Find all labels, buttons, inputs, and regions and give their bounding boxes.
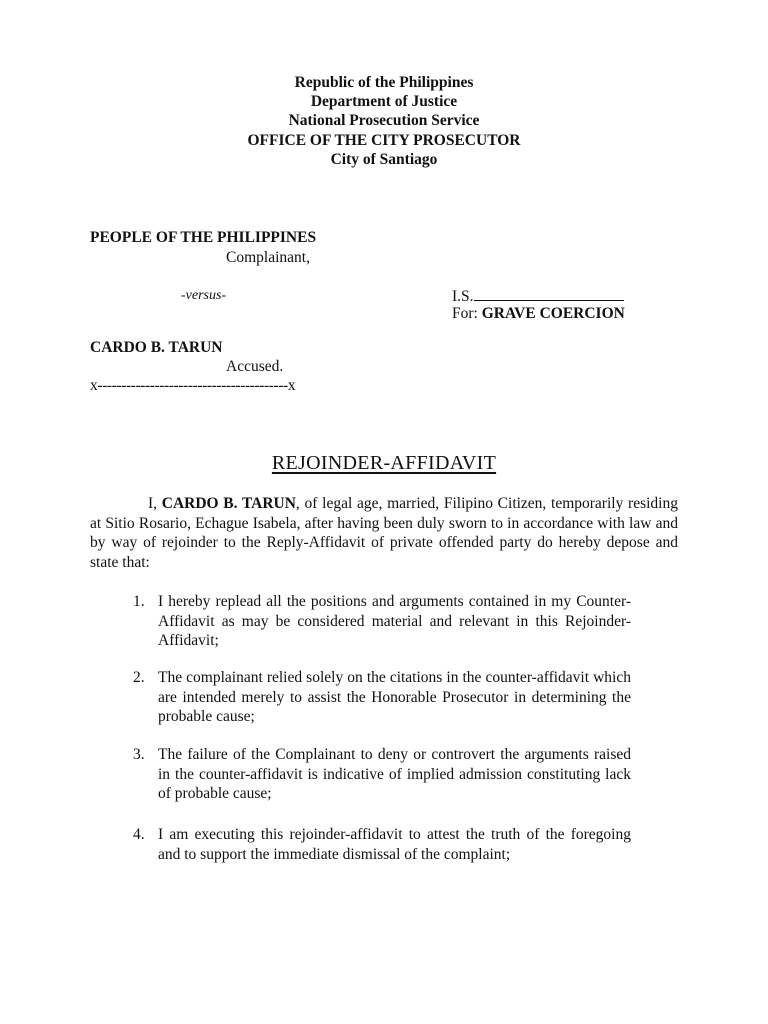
list-item-number: 2. xyxy=(133,669,145,686)
caption-plaintiff: PEOPLE OF THE PHILIPPINES xyxy=(90,229,317,246)
caption-for-line xyxy=(452,304,625,323)
intro-paragraph xyxy=(90,494,678,572)
caption-for-label: For: xyxy=(452,305,478,322)
intro-name: CARDO B. TARUN xyxy=(161,495,296,512)
document-header xyxy=(0,73,768,169)
list-item xyxy=(133,745,631,804)
intro-prefix: I, xyxy=(148,495,158,512)
caption-separator: x----------------------------------------x xyxy=(90,377,296,394)
header-office: OFFICE OF THE CITY PROSECUTOR xyxy=(247,131,521,149)
document-title-text: REJOINDER-AFFIDAVIT xyxy=(271,452,497,474)
list-item-text: I am executing this rejoinder-affidavit to attest the truth of the foregoing and to support the immediate dismissal of the complaint; xyxy=(158,826,631,863)
caption-accused-name: CARDO B. TARUN xyxy=(90,339,223,356)
caption-accused-role: Accused. xyxy=(226,358,284,375)
list-item-number: 4. xyxy=(133,826,145,843)
caption-plaintiff-role: Complainant, xyxy=(226,249,310,266)
list-item-number: 1. xyxy=(133,593,145,610)
list-item xyxy=(133,668,631,727)
intro-text: , of legal age, married, Filipino Citizen, temporarily residing at Sitio Rosario, Echague Isabela, after having been duly sworn to in accordance with law and by way of rejoinder to the Reply-Affidavit of private offended party do hereby depose and state that: xyxy=(90,495,678,571)
caption-versus: -versus- xyxy=(181,288,227,303)
list-item-text: The failure of the Complainant to deny or controvert the arguments raised in the counter-affidavit is indicative of implied admission constituting lack of probable cause; xyxy=(158,746,631,802)
header-republic: Republic of the Philippines xyxy=(294,74,474,91)
header-city: City of Santiago xyxy=(330,150,438,168)
caption-is-line xyxy=(452,286,624,306)
list-item-text: I hereby replead all the positions and arguments contained in my Counter-Affidavit as may be considered material and relevant in this Rejoinder-Affidavit; xyxy=(158,593,631,649)
caption-is-label: I.S. xyxy=(452,288,474,305)
list-item xyxy=(133,592,631,651)
caption-for-value: GRAVE COERCION xyxy=(481,305,625,322)
caption-is-blank xyxy=(474,286,624,301)
list-item xyxy=(133,825,631,864)
list-item-number: 3. xyxy=(133,746,145,763)
header-prosecution-service: National Prosecution Service xyxy=(288,112,480,130)
list-item-text: The complainant relied solely on the citations in the counter-affidavit which are intended merely to assist the Honorable Prosecutor in determining the probable cause; xyxy=(158,669,631,725)
document-title xyxy=(0,452,768,475)
header-department: Department of Justice xyxy=(310,93,458,111)
